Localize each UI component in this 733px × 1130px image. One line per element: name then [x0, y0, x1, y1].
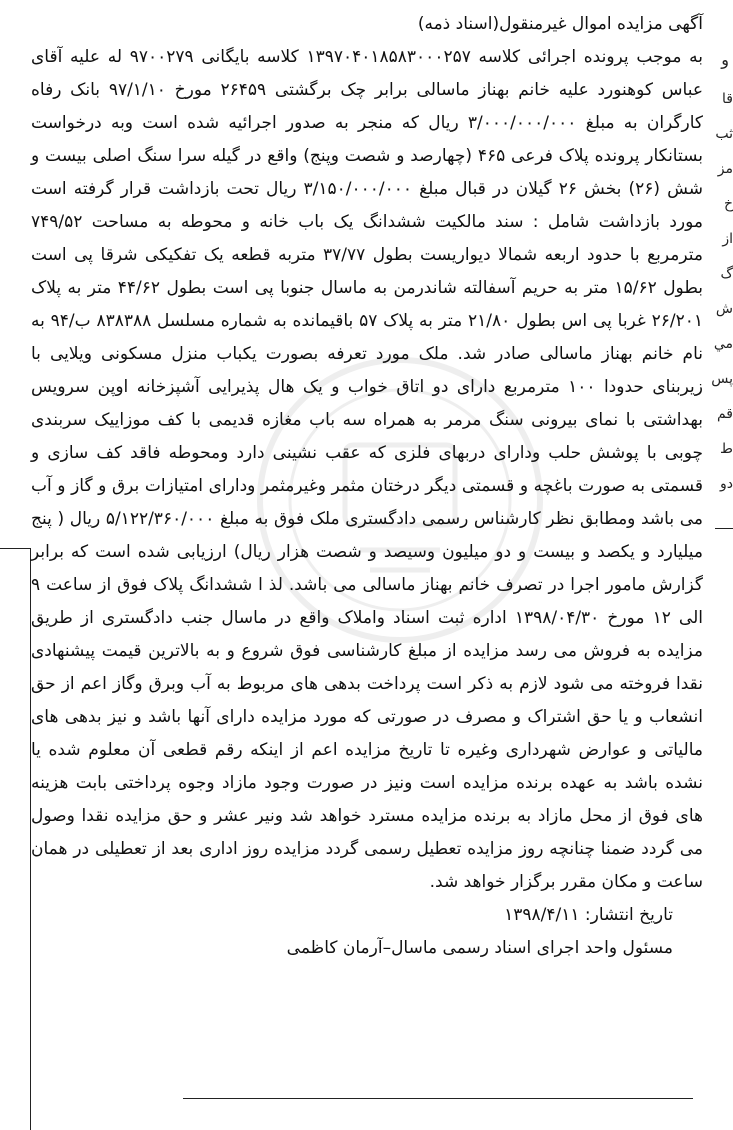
publish-date: تاریخ انتشار: ۱۳۹۸/۴/۱۱ [504, 905, 673, 925]
auction-notice [31, 8, 703, 965]
edge-fragment: قم [716, 406, 733, 422]
edge-fragment: ط [720, 441, 733, 457]
column-divider-right [715, 528, 733, 529]
edge-fragment: ش [715, 301, 733, 317]
edge-fragment: گ [720, 266, 733, 282]
notice-title: آگهی مزایده اموال غیرمنقول(اسناد ذمه) [417, 14, 703, 34]
edge-fragment: مي [713, 336, 733, 352]
edge-fragment: از [722, 231, 733, 247]
edge-fragment: مز [717, 161, 733, 177]
notice-signature: مسئول واحد اجرای اسناد رسمی ماسال–آرمان کاظمی [286, 938, 673, 958]
edge-fragment: ثب [715, 126, 733, 142]
edge-column [709, 82, 733, 502]
footer-rule [183, 1098, 693, 1099]
edge-fragment: قا [722, 91, 733, 107]
edge-fragment: دو [720, 476, 733, 492]
edge-fragment: خ [723, 196, 733, 212]
edge-fragment: پس [711, 371, 733, 387]
column-divider-top [0, 548, 30, 549]
notice-body: به موجب پرونده اجرائی کلاسه ۱۳۹۷۰۴۰۱۸۵۸۳۰۰۰۲۵۷ کلاسه بایگانی ۹۷۰۰۲۷۹ له علیه آقای عباس کوهنورد علیه خانم بهناز ماسالی برابر چک برگشتی ۲۶۴۵۹ مورخ ۹۷/۱/۱۰ بانک رفاه کارگران به مبلغ ۳/۰۰۰/۰۰۰/۰۰۰ ریال که منجر به صدور اجرائیه شده است وبه درخواست بستانکار پرونده پلاک فرعی ۴۶۵ (چهارصد و شصت وپنج) واقع در گیله سرا سنگ اصلی بیست و شش (۲۶) بخش ۲۶ گیلان در قبال مبلغ ۳/۱۵۰/۰۰۰/۰۰۰ ریال تحت بازداشت قرار گرفته است مورد بازداشت شامل : سند مالکیت ششدانگ یک باب خانه و محوطه به مساحت ۷۴۹/۵۲ مترمربع با حدود اربعه شمالا دیواریست بطول ۳۷/۷۷ متربه قطعه یک تفکیکی شرقا پی است بطول ۱۵/۶۲ متر به حریم آسفالته شاندرمن به ماسال جنوبا پی است بطول ۴۴/۶۲ متر به پلاک ۲۶/۲۰۱ غربا پی اس بطول ۲۱/۸۰ متر به پلاک ۵۷ باقیمانده به شماره مسلسل ۸۳۸۳۸۸ ب/۹۴ به نام خانم بهناز ماسالی صادر شد. ملک مورد تعرفه بصورت یکباب منزل مسکونی ویلایی با زیربنای حدودا ۱۰۰ مترمربع دارای دو اتاق خواب و یک هال پذیرایی آشپزخانه اوپن سرویس بهداشتی با نمای بیرونی سنگ مرمر به همراه سه باب مغازه قدیمی با کف موزاییک سربندی چوبی با پوشش حلب ودارای دربهای فلزی که عقب نشینی دارد ومحوطه فاقد کف سازی و قسمتی به صورت باغچه و قسمتی دیگر درختان مثمر وغیرمثمر ودارای امتیازات برق و گاز و آب می باشد ومطابق نظر کارشناس رسمی دادگستری ملک فوق به مبلغ ۵/۱۲۲/۳۶۰/۰۰۰ ریال ( پنج میلیارد و یکصد و بیست و دو میلیون وسیصد و شصت هزار ریال) ارزیابی شده است که برابر گزارش مامور اجرا در تصرف خانم بهناز ماسالی می باشد. لذ ا ششدانگ پلاک فوق از ساعت ۹ الی ۱۲ مورخ ۱۳۹۸/۰۴/۳۰ اداره ثبت اسناد واملاک واقع در ماسال جنب دادگستری از طریق مزایده به فروش می رسد مزایده از مبلغ کارشناسی فوق شروع و به بالاترین قیمت پیشنهادی نقدا فروخته می شود لازم به ذکر است پرداخت بدهی های مربوط به آب وبرق وگاز اعم از حق انشعاب و یا حق اشتراک و مصرف در صورتی که مورد مزایده دارای آنها باشد و نیز بدهی های مالیاتی و عوارض شهرداری وغیره تا تاریخ مزایده اعم از اینکه رقم قطعی آن معلوم شده یا نشده باشد به عهده برنده مزایده است ونیز در صورت وجود مازاد وجوه پرداختی بابت هزینه های فوق از محل مازاد به برنده مزایده مسترد خواهد شد ونیر عشر و حق مزایده نقدا وصول می گردد ضمنا چنانچه روز مزایده تعطیل رسمی گردد مزایده روز اداری بعد از تعطیلی در همان ساعت و مکان مقرر برگزار خواهد شد. [31, 47, 704, 892]
edge-column-top: و [721, 50, 729, 69]
